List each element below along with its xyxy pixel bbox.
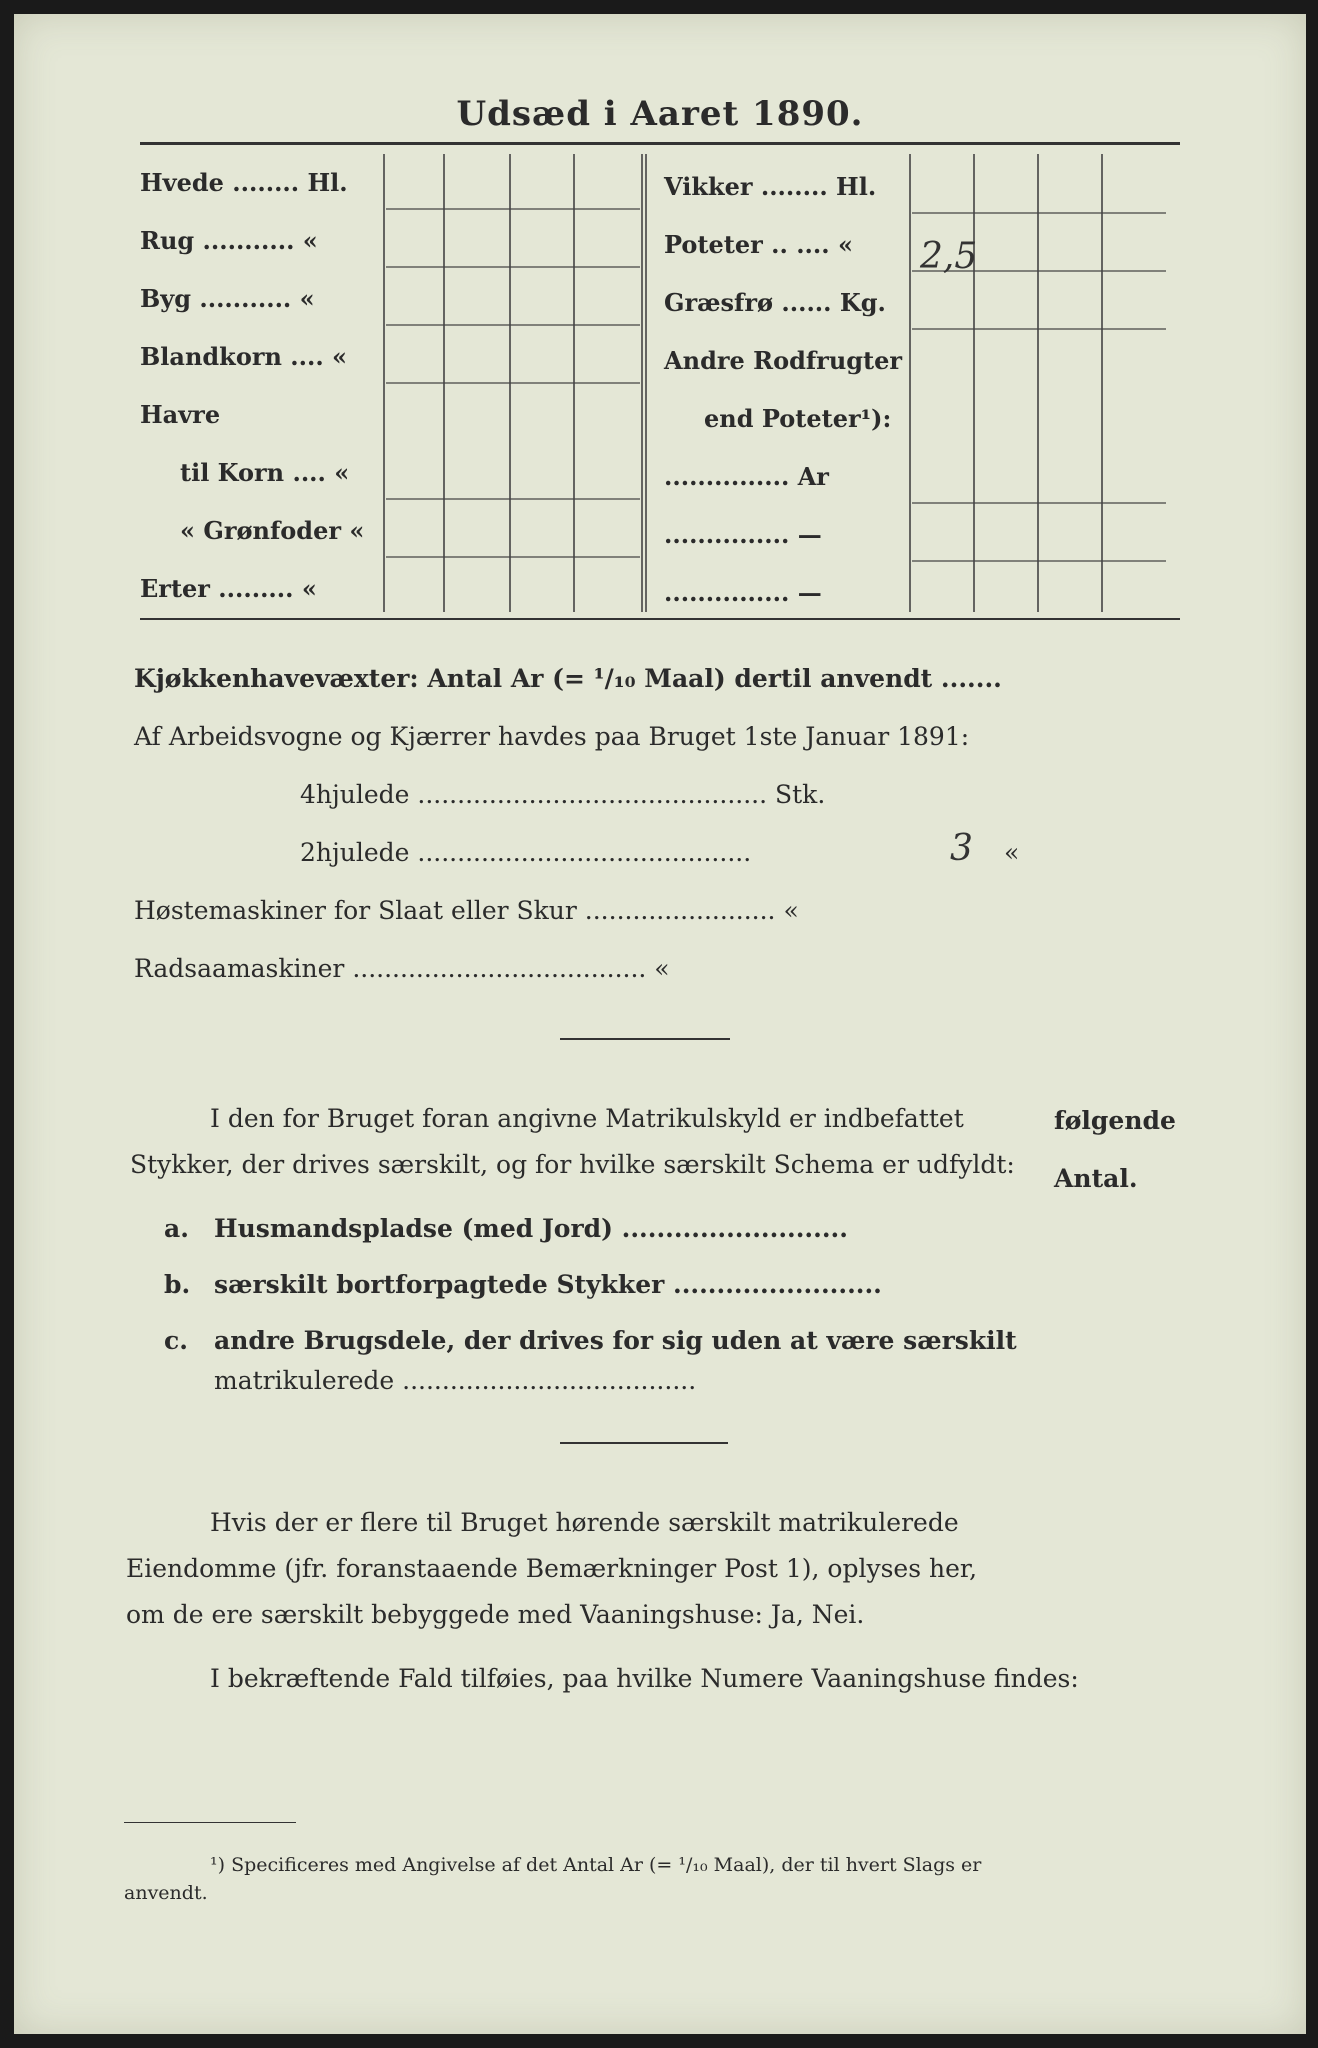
item-text: Husmandspladse (med Jord) .......................... <box>214 1214 848 1243</box>
left-row-label-6: « Grønfoder « <box>180 516 365 545</box>
firehjulede-line: 4hjulede ............................................ Stk. <box>300 780 826 809</box>
col-head-folgende: følgende <box>1054 1106 1176 1135</box>
item-letter: b. <box>164 1270 191 1299</box>
item-text: matrikulerede ..................................... <box>214 1366 697 1395</box>
item-letter: a. <box>164 1214 189 1243</box>
left-row-label-2: Byg ........... « <box>140 284 315 313</box>
right-row-label-6: ............... — <box>664 520 822 549</box>
left-row-label-0: Hvede ........ Hl. <box>140 168 348 197</box>
right-row-label-2: Græsfrø ...... Kg. <box>664 288 886 317</box>
form-title: Udsæd i Aaret 1890. <box>456 94 864 134</box>
radsaamaskiner-line: Radsaamaskiner ..................................... « <box>134 954 670 983</box>
right-row-label-5: ............... Ar <box>664 462 829 491</box>
right-row-label-7: ............... — <box>664 578 822 607</box>
para3-line: I bekræftende Fald tilføies, paa hvilke Numere Vaaningshuse findes: <box>210 1664 1079 1693</box>
right-row-label-1: Poteter .. .... « <box>664 230 853 259</box>
left-row-label-1: Rug ........... « <box>140 226 318 255</box>
left-row-label-3: Blandkorn .... « <box>140 342 348 371</box>
tohjulede-line: 2hjulede .......................................... <box>300 838 752 867</box>
footnote-rule <box>124 1822 296 1823</box>
col-head-antal: Antal. <box>1054 1164 1138 1193</box>
arbeidsvogne-text: Af Arbeidsvogne og Kjærrer havdes paa Bruget 1ste Januar 1891: <box>134 722 970 751</box>
tohjulede-unit: « <box>1004 838 1020 867</box>
tohjulede-value: 3 <box>950 828 973 869</box>
para1-line1: I den for Bruget foran angivne Matrikulskyld er indbefattet <box>210 1104 964 1133</box>
right-row-label-3: Andre Rodfrugter <box>664 346 903 375</box>
item-text: særskilt bortforpagtede Stykker ........................ <box>214 1270 882 1299</box>
para2-line1: Hvis der er flere til Bruget hørende særskilt matrikulerede <box>210 1508 959 1537</box>
para2-line2: Eiendomme (jfr. foranstaaende Bemærkninger Post 1), oplyses her, <box>126 1554 978 1583</box>
right-row-label-0: Vikker ........ Hl. <box>664 172 877 201</box>
item-text: andre Brugsdele, der drives for sig uden at være særskilt <box>214 1326 1017 1355</box>
right-row-label-4: end Poteter¹): <box>704 404 892 433</box>
footnote-line1: ¹) Specificeres med Angivelse af det Antal Ar (= ¹/₁₀ Maal), der til hvert Slags er <box>210 1854 982 1876</box>
arbeidsvogne-line <box>134 722 969 751</box>
footnote-line2: anvendt. <box>124 1882 208 1904</box>
left-row-label-7: Erter ......... « <box>140 574 317 603</box>
para2-line3: om de ere særskilt bebyggede med Vaaningshuse: Ja, Nei. <box>126 1600 865 1629</box>
para1-line2: Stykker, der drives særskilt, og for hvilke særskilt Schema er udfyldt: <box>130 1150 1015 1179</box>
left-row-label-4: Havre <box>140 400 221 429</box>
form-page <box>14 14 1306 2034</box>
divider-2 <box>560 1442 728 1444</box>
grid-lines <box>14 14 1306 2034</box>
left-row-label-5: til Korn .... « <box>180 458 350 487</box>
hostemaskiner-line: Høstemaskiner for Slaat eller Skur ........................ « <box>134 896 799 925</box>
divider-1 <box>560 1038 730 1040</box>
poteter-value: 2,5 <box>920 236 978 277</box>
kjokkenhave-line: Kjøkkenhavevæxter: Antal Ar (= ¹/₁₀ Maal) dertil anvendt ....... <box>134 664 1002 693</box>
item-letter: c. <box>164 1326 188 1355</box>
